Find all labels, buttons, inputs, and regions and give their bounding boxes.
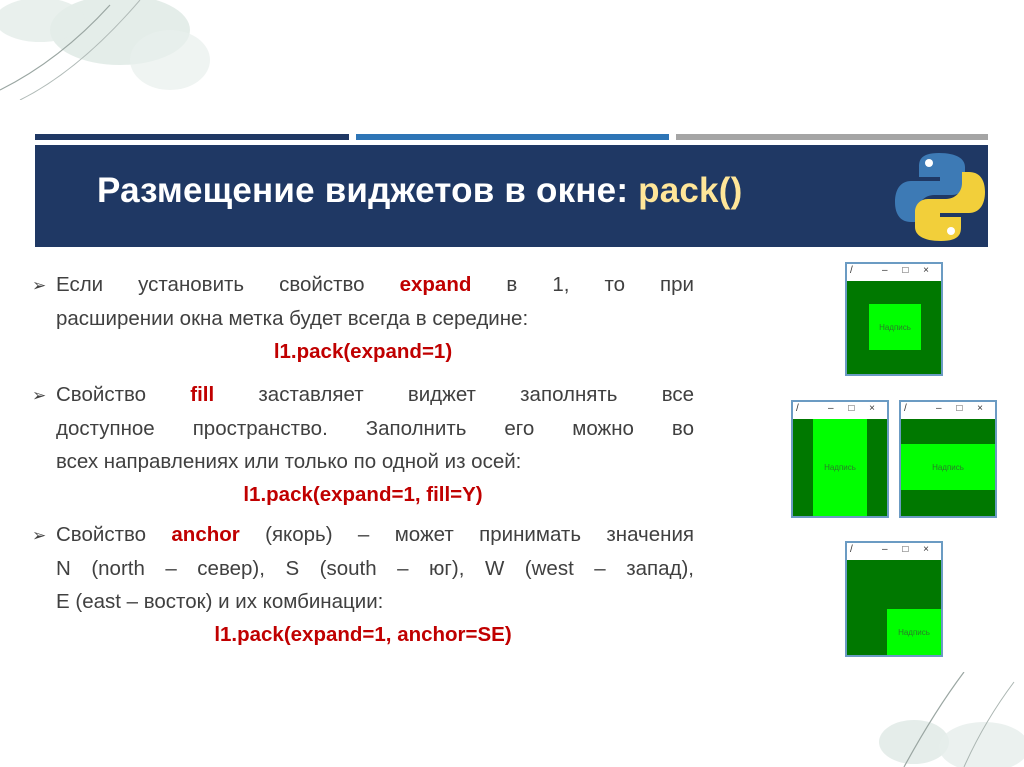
python-logo-icon xyxy=(890,147,990,247)
arrow-bullet-icon: ➢ xyxy=(32,386,47,405)
bullet-text: E (east – восток) и их комбинации: xyxy=(56,590,384,613)
window-expand-example xyxy=(845,262,943,376)
title-main: Размещение виджетов в окне: xyxy=(97,171,639,210)
feather-icon: / xyxy=(904,403,907,414)
code-sample: l1.pack(expand=1, fill=Y) xyxy=(243,483,483,506)
bullet-text: Свойство xyxy=(56,523,172,546)
bullet-text: доступное пространство. Заполнить его можно во xyxy=(56,417,694,440)
window-fill-y-example xyxy=(791,400,889,518)
bullet-expand xyxy=(32,268,694,368)
arrow-bullet-icon: ➢ xyxy=(32,276,47,295)
bullet-text: всех направлениях или только по одной из осей: xyxy=(56,450,522,473)
title-bar xyxy=(35,145,988,247)
bullet-text: в 1, то при xyxy=(471,273,694,296)
bullet-text: N (north – север), S (south – юг), W (west – запад), xyxy=(56,557,694,580)
label-widget: Надпись xyxy=(887,609,941,655)
stripe-dark xyxy=(35,134,349,140)
decorative-leaves-top-left xyxy=(0,0,215,100)
feather-icon: / xyxy=(796,403,799,414)
feather-icon: / xyxy=(850,265,853,276)
code-sample: l1.pack(expand=1) xyxy=(273,340,453,363)
keyword-fill: fill xyxy=(190,383,215,406)
stripe-gray xyxy=(676,134,988,140)
label-widget: Надпись xyxy=(813,419,867,516)
label-widget: Надпись xyxy=(901,444,995,490)
window-controls: – □ × xyxy=(882,265,935,276)
window-anchor-se-example xyxy=(845,541,943,657)
bullet-text: Если установить свойство xyxy=(56,273,400,296)
bullet-text: заставляет виджет заполнять все xyxy=(214,383,694,406)
bullet-anchor xyxy=(32,518,694,651)
label-widget: Надпись xyxy=(869,304,921,350)
window-controls: – □ × xyxy=(828,403,881,414)
bullet-text: Свойство xyxy=(56,383,191,406)
bullet-fill xyxy=(32,378,694,511)
window-controls: – □ × xyxy=(936,403,989,414)
window-controls: – □ × xyxy=(882,544,935,555)
window-fill-x-example xyxy=(899,400,997,518)
code-sample: l1.pack(expand=1, anchor=SE) xyxy=(214,623,512,646)
bullet-text: (якорь) – может принимать значения xyxy=(239,523,694,546)
arrow-bullet-icon: ➢ xyxy=(32,526,47,545)
slide-title xyxy=(97,171,742,211)
window-titlebar xyxy=(847,543,941,560)
feather-icon: / xyxy=(850,544,853,555)
decorative-leaves-bottom-right xyxy=(874,672,1024,767)
stripe-blue xyxy=(356,134,669,140)
bullet-text: расширении окна метка будет всегда в середине: xyxy=(56,307,529,330)
window-titlebar xyxy=(793,402,887,419)
keyword-expand: expand xyxy=(399,273,472,296)
window-titlebar xyxy=(847,264,941,281)
keyword-anchor: anchor xyxy=(171,523,240,546)
title-highlight: pack() xyxy=(638,171,743,210)
window-titlebar xyxy=(901,402,995,419)
